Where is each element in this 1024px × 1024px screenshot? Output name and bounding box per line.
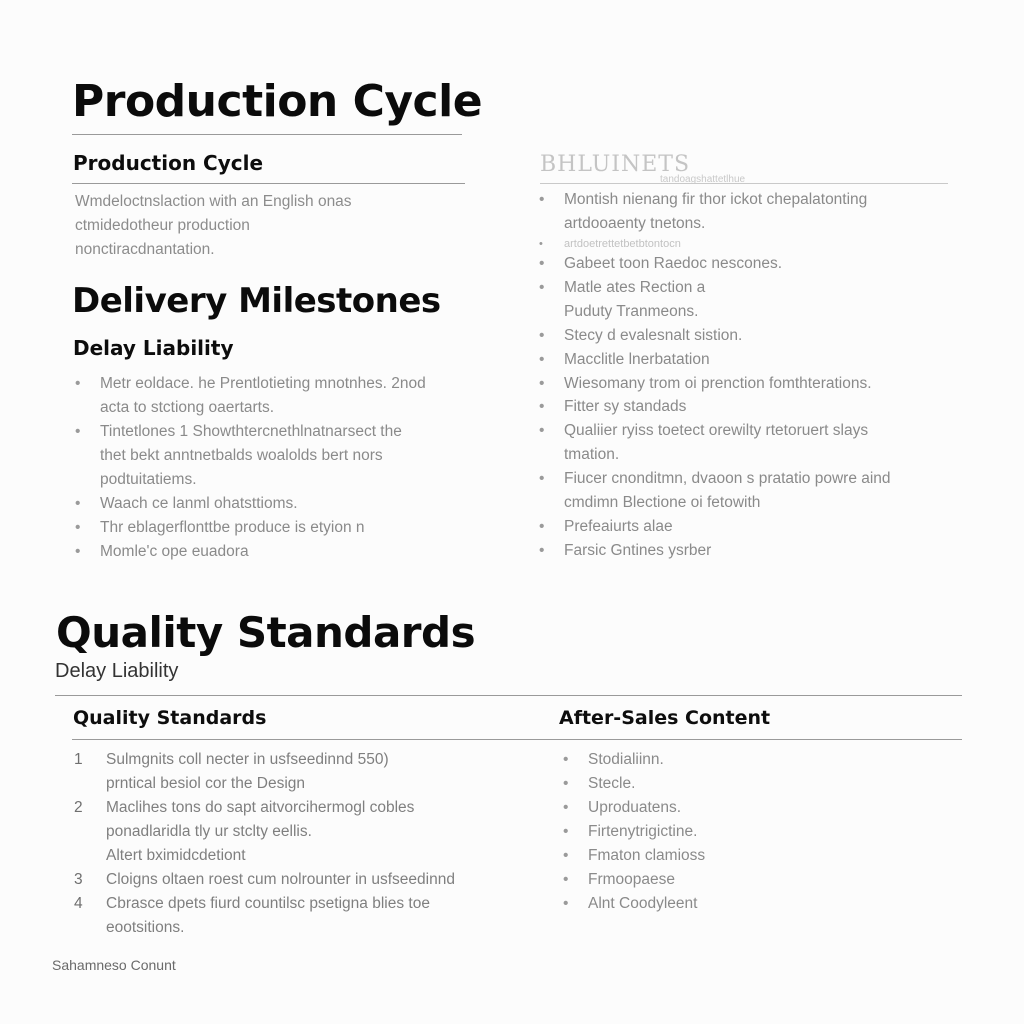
quality-col-left-header: Quality Standards: [73, 707, 267, 729]
list-item-line: • Fiucer cnonditmn, dvaoon s pratatio powre aind: [564, 470, 891, 487]
list-item-line: Cbrasce dpets fiurd countilsc psetigna blies toe: [106, 895, 430, 912]
list-item: [536, 539, 956, 563]
quality-title: Quality Standards: [56, 608, 476, 657]
quality-col-right-header: After-Sales Content: [559, 707, 771, 729]
right-bullets-b: [536, 395, 956, 563]
list-item: [72, 868, 512, 892]
list-item: [72, 540, 482, 564]
list-item-line: thet bekt anntnetbalds woalolds bert nors: [100, 447, 383, 464]
paragraph-line: ctmidedotheur production: [75, 217, 250, 234]
production-subtitle: Production Cycle: [73, 151, 264, 175]
page-title: Production Cycle: [72, 76, 483, 127]
quality-rule-header: [72, 739, 962, 740]
list-item: [536, 348, 956, 372]
list-item: • Stecle.: [560, 772, 960, 796]
quality-subtitle: Delay Liability: [55, 660, 179, 682]
list-item: [536, 372, 956, 396]
list-item-line: • artdoetrettetbetbtontocn: [564, 238, 681, 250]
list-item-line: • Qualiier ryiss toetect orewilty rtetoruert slays: [564, 422, 869, 439]
list-item: • Uproduatens.: [560, 796, 960, 820]
list-item: • Fmaton clamioss: [560, 844, 960, 868]
list-item: • Firtenytrigictine.: [560, 820, 960, 844]
right-rule: [540, 183, 948, 184]
list-item-line: eootsitions.: [106, 919, 185, 936]
list-item-line: podtuitatiems.: [100, 471, 197, 488]
right-heading: BHLUINETS: [540, 152, 691, 177]
right-bullets-a: [536, 188, 956, 396]
list-item-line: • Tintetlones 1 Showthtercnethlnatnarsect the: [100, 423, 402, 440]
list-item: [72, 516, 482, 540]
list-item: • Frmoopaese: [560, 868, 960, 892]
list-item-line: • Matle ates Rection a: [564, 279, 706, 296]
list-item-line: Altert bximidcdetiont: [106, 847, 246, 864]
list-item-line: • Montish nienang fir thor ickot chepalatonting: [564, 191, 868, 208]
list-item: [72, 420, 482, 492]
paragraph-line: nonctiracdnantation.: [75, 241, 215, 258]
list-item-line: • Waach ce lanml ohatsttioms.: [100, 495, 298, 512]
production-rule: [72, 183, 465, 184]
list-item: [536, 252, 956, 276]
list-item: • Alnt Coodyleent: [560, 892, 960, 916]
quality-rule-top: [55, 695, 962, 696]
list-item: [72, 492, 482, 516]
list-number: 2: [74, 799, 83, 816]
list-item: [536, 467, 956, 515]
list-item: [536, 324, 956, 348]
list-number: 3: [74, 871, 83, 888]
list-item-line: tmation.: [564, 446, 620, 463]
list-item-line: prntical besiol cor the Design: [106, 775, 306, 792]
list-item-line: • Stecy d evalesnalt sistion.: [564, 327, 743, 344]
paragraph-line: Wmdeloctnslaction with an English onas: [75, 193, 352, 210]
list-item-line: acta to stctiong oaertarts.: [100, 399, 275, 416]
list-item-line: artdooaenty tnetons.: [564, 215, 706, 232]
list-item-line: Cloigns oltaen roest cum nolrounter in usfseedinnd: [106, 871, 455, 888]
list-item-line: • Macclitle lnerbatation: [564, 351, 710, 368]
list-item-line: • Thr eblagerflonttbe produce is etyion n: [100, 519, 365, 536]
list-item: [536, 419, 956, 467]
list-item: [536, 276, 956, 324]
list-item-line: • Prefeaiurts alae: [564, 518, 673, 535]
title-rule: [72, 134, 462, 135]
list-item: [72, 892, 512, 940]
list-item: [536, 236, 956, 252]
footer-text: Sahamneso Conunt: [52, 957, 176, 973]
list-item-line: • Gabeet toon Raedoc nescones.: [564, 255, 783, 272]
list-item: [72, 748, 512, 796]
list-item-line: Sulmgnits coll necter in usfseedinnd 550): [106, 751, 389, 768]
list-item-line: cmdimn Blectione oi fetowith: [564, 494, 761, 511]
delivery-title: Delivery Milestones: [72, 281, 441, 321]
quality-numbered-list: [72, 748, 512, 940]
list-item: [72, 372, 482, 420]
list-item: [536, 515, 956, 539]
list-item: [72, 796, 512, 868]
list-item: [536, 188, 956, 236]
delivery-subtitle: Delay Liability: [73, 336, 234, 360]
list-item-line: Maclihes tons do sapt aitvorcihermogl cobles: [106, 799, 415, 816]
production-paragraph: [75, 190, 475, 262]
list-item-line: • Farsic Gntines ysrber: [564, 542, 712, 559]
list-item-line: ponadlaridla tly ur stclty eellis.: [106, 823, 312, 840]
after-sales-bullets: [560, 748, 960, 916]
list-item-line: • Wiesomany trom oi prenction fomthterations.: [564, 375, 872, 392]
delivery-bullets: [72, 372, 482, 564]
list-number: 4: [74, 895, 83, 912]
list-item: • Stodialiinn.: [560, 748, 960, 772]
right-sub-caption: tandoagshattetlhue: [660, 174, 746, 185]
list-item-line: • Fitter sy standads: [564, 398, 687, 415]
list-number: 1: [74, 751, 83, 768]
list-item-line: • Momle'c ope euadora: [100, 543, 249, 560]
list-item-line: Puduty Tranmeons.: [564, 303, 699, 320]
list-item: [536, 395, 956, 419]
list-item-line: • Metr eoldace. he Prentlotieting mnotnhes. 2nod: [100, 375, 426, 392]
